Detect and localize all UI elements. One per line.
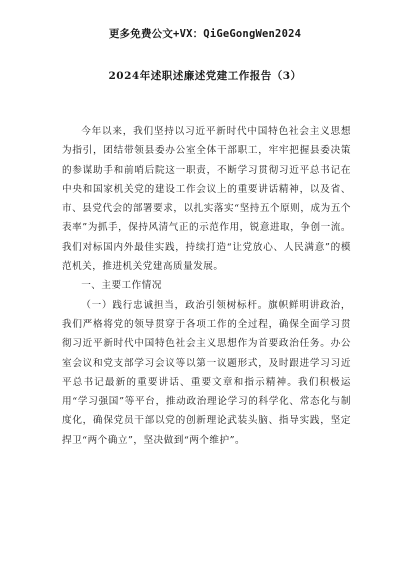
document-body <box>62 122 351 450</box>
section-heading: 一、主要工作情况 <box>81 280 162 292</box>
intro-paragraph: 今年以来，我们坚持以习近平新时代中国特色社会主义思想为指引，团结带领县委办公室全体干部职工，牢牢把握县委决策的参谋助手和前哨后院这一职责，不断学习贯彻习近平总书记在中央和国家机关党的建设工作会议上的重要讲话精神，以及省、市、县党代会的部署要求，以扎实落实“坚持五个原则，成为五个表率”为抓手，保持风清气正的示范作用，锐意进取，争创一流。我们对标国内外最佳实践，持续打造“让党放心、人民满意”的模范机关，推进机关党建高质量发展。 <box>62 126 351 273</box>
document-title: 2024年述职述廉述党建工作报告（3） <box>108 70 302 82</box>
promo-header: 更多免费公文+VX：QiGeGongWen2024 <box>108 28 302 40</box>
section-paragraph: （一）践行忠诚担当，政治引领树标杆。旗帜鲜明讲政治，我们严格将党的领导贯穿于各项工作的全过程，确保全面学习贯彻习近平新时代中国特色社会主义思想作为首要政治任务。办公室会议和党支部学习会议等以第一议题形式，及时跟进学习习近平总书记最新的重要讲话、重要文章和指示精神。我们积极运用“学习强国”等平台，推动政治理论学习的科学化、常态化与制度化，确保党员干部以党的创新理论武装头脑、指导实践，坚定捍卫“两个确立”，坚决做到“两个维护”。 <box>62 299 351 446</box>
